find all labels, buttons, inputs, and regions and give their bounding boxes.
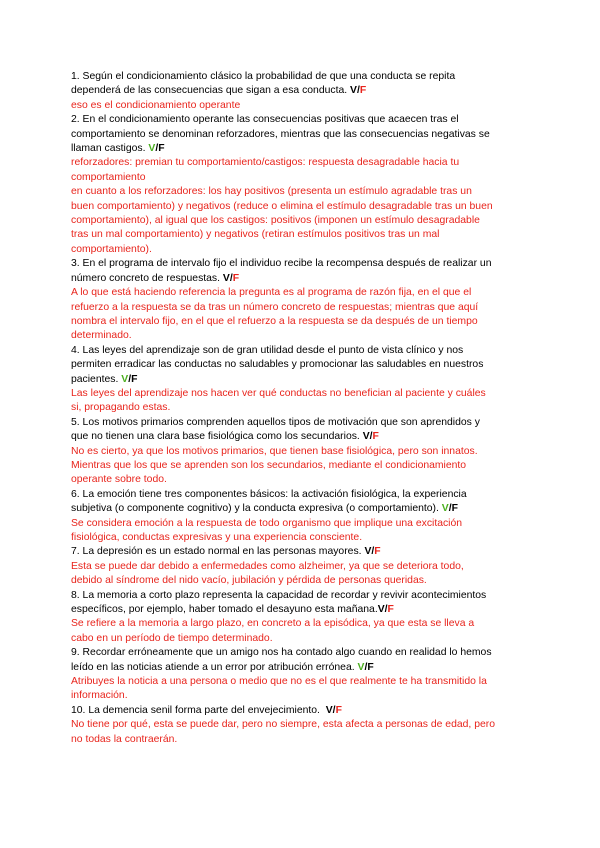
question-text-line <box>71 646 540 660</box>
question-text-line <box>71 113 540 127</box>
mark-slash: / <box>356 85 360 97</box>
answer-text-line: comportamiento), al igual que los castigos: positivos (imponen un estímulo desagradable <box>71 215 480 227</box>
answer-text-line: nombra el intervalo fijo, en el que el refuerzo a la respuesta se da después de un tiempo <box>71 315 478 327</box>
question-text: 10. La demencia senil forma parte del envejecimiento. <box>71 704 320 716</box>
false-letter: F <box>359 85 367 97</box>
question-text: leído en las noticias atiende a un error por atribución errónea. <box>71 661 355 673</box>
false-letter: F <box>158 143 165 155</box>
mark-slash: / <box>332 704 336 716</box>
mark-slash: / <box>229 272 233 284</box>
mark-slash: / <box>371 546 375 558</box>
answer-text-line: eso es el condicionamiento operante <box>71 99 241 111</box>
true-letter: V <box>362 431 370 443</box>
true-letter: V <box>441 503 449 515</box>
answer-text-line: no todas la contraerán. <box>71 733 178 745</box>
false-letter: F <box>131 373 138 385</box>
true-letter: V <box>377 604 385 616</box>
question-block <box>71 70 540 113</box>
answer-text-line: información. <box>71 690 128 702</box>
true-letter: V <box>350 85 357 97</box>
false-letter: F <box>372 431 379 443</box>
answer-text-line: A lo que está haciendo referencia la pregunta es al programa de razón fija, en el que el <box>71 287 472 299</box>
question-text: 6. La emoción tiene tres componentes básicos: la activación fisiológica, la experiencia <box>71 488 467 500</box>
question-block <box>71 344 540 416</box>
question-text-line <box>71 272 540 286</box>
question-text: 2. En el condicionamiento operante las consecuencias positivas que acaecen tras el <box>71 114 459 126</box>
question-text-line <box>71 488 540 502</box>
question-text: llaman castigos. <box>71 143 146 155</box>
question-text: dependerá de las consecuencias que sigan a esa conducta. <box>71 85 348 97</box>
answer-text-line: refuerzo a la respuesta se da tras un número concreto de respuestas; mientras que aquí <box>71 301 479 313</box>
question-text: comportamiento se denominan reforzadores, mientras que las consecuencias negativas se <box>71 128 490 140</box>
mark-slash: / <box>155 143 159 155</box>
question-text-line <box>71 257 540 271</box>
question-text-line <box>71 358 540 372</box>
true-false-mark <box>121 374 137 385</box>
false-letter: F <box>387 604 394 616</box>
question-text: que no tienen una clara base fisiológica como los secundarios. <box>71 431 360 443</box>
question-block <box>71 416 540 488</box>
answer-text-line: Se refiere a la memoria a largo plazo, en concreto a la episódica, ya que esta se lleva a <box>71 618 475 630</box>
answer-text-line: reforzadores: premian tu comportamiento/castigos: respuesta desagradable hacia tu <box>71 157 460 169</box>
question-text-line <box>71 589 540 603</box>
question-text-line <box>71 603 540 617</box>
question-text: 9. Recordar erróneamente que un amigo nos ha contado algo cuando en realidad lo hemos <box>71 647 492 659</box>
true-false-mark <box>358 662 374 673</box>
question-text: número concreto de respuestas. <box>71 272 221 284</box>
true-letter: V <box>222 272 230 284</box>
true-letter: V <box>121 373 129 385</box>
true-false-mark <box>364 546 380 557</box>
answer-text-line: si, propagando estas. <box>71 402 171 414</box>
question-text: subjetiva (o componente cognitivo) y la conducta expresiva (o comportamiento). <box>71 503 439 515</box>
answer-text-line: Las leyes del aprendizaje nos hacen ver qué conductas no benefician al paciente y cuáles <box>71 387 486 399</box>
true-false-mark <box>378 604 394 615</box>
mark-slash: / <box>369 431 373 443</box>
false-letter: F <box>335 704 342 716</box>
answer-text-line: Atribuyes la noticia a una persona o medio que no es el que realmente te ha transmitido la <box>71 676 487 688</box>
true-letter: V <box>364 546 372 558</box>
true-false-mark <box>350 85 366 96</box>
question-block <box>71 488 540 546</box>
answer-text-line: determinado. <box>71 330 132 342</box>
question-text-line <box>71 344 540 358</box>
question-block <box>71 113 540 257</box>
answer-text-line: comportamiento <box>71 171 146 183</box>
question-text: 4. Las leyes del aprendizaje son de gran utilidad desde el punto de vista clínico y nos <box>71 344 464 356</box>
question-text-line <box>71 142 540 156</box>
question-text: permiten erradicar las conductas no saludables y promocionar las saludables en nuestros <box>71 359 484 371</box>
true-false-mark <box>442 503 458 514</box>
answer-text-line: cabo en un período de tiempo determinado. <box>71 632 273 644</box>
question-text: 7. La depresión es un estado normal en las personas mayores. <box>71 546 362 558</box>
answer-text-line: fisiológica, conductas expresivas y una experiencia consciente. <box>71 532 363 543</box>
question-text: pacientes. <box>71 373 119 385</box>
mark-slash: / <box>364 661 368 673</box>
false-letter: F <box>367 661 374 673</box>
false-letter: F <box>374 546 381 558</box>
question-text-line <box>71 430 540 444</box>
true-false-mark <box>363 431 379 442</box>
mark-slash: / <box>128 373 132 385</box>
question-text-line <box>71 70 540 84</box>
question-block <box>71 704 540 747</box>
true-letter: V <box>325 704 333 716</box>
question-text: 5. Los motivos primarios comprenden aquellos tipos de motivación que son aprendidos y <box>71 416 480 428</box>
answer-text-line: en cuanto a los reforzadores: los hay positivos (presenta un estímulo agradable tras un <box>71 186 472 198</box>
question-text-line <box>71 661 540 675</box>
question-text-line <box>71 545 540 559</box>
true-false-mark <box>223 273 239 284</box>
question-text-line <box>71 502 540 516</box>
answer-text-line: Se considera emoción a la respuesta de todo organismo que implique una excitación <box>71 517 463 529</box>
true-false-mark <box>148 143 164 154</box>
answer-text-line: operante sobre todo. <box>71 474 167 486</box>
question-block <box>71 646 540 704</box>
answer-text-line: debido al síndrome del nido vacío, jubilación y pérdida de personas queridas. <box>71 575 427 587</box>
answer-text-line: Esta se puede dar debido a enfermedades como alzheimer, ya que se deteriora todo, <box>71 560 464 572</box>
question-text: específicos, por ejemplo, haber tomado el desayuno esta mañana. <box>71 604 378 616</box>
answer-text-line: tras un mal comportamiento) y negativos (retiran estímulos positivos tras un mal <box>71 229 440 241</box>
question-block <box>71 589 540 647</box>
answer-text-line: buen comportamiento) y negativos (reduce o elimina el estímulo desagradable tras un buen <box>71 200 493 212</box>
question-text-line <box>71 416 540 430</box>
question-text-line <box>71 128 540 142</box>
question-text-line <box>71 84 540 98</box>
question-text: 1. Según el condicionamiento clásico la probabilidad de que una conducta se repita <box>71 71 456 82</box>
false-letter: F <box>232 272 240 284</box>
answer-text-line: No tiene por qué, esta se puede dar, pero no siempre, esta afecta a personas de edad, pero <box>71 719 495 731</box>
answer-text-line: comportamiento). <box>71 243 152 255</box>
question-text: 8. La memoria a corto plazo representa la capacidad de recordar y revivir acontecimientos <box>71 589 487 601</box>
true-letter: V <box>357 661 365 673</box>
mark-slash: / <box>384 604 388 616</box>
question-block <box>71 545 540 588</box>
mark-slash: / <box>448 503 452 515</box>
question-block <box>71 257 540 343</box>
false-letter: F <box>451 503 458 515</box>
answer-text-line: No es cierto, ya que los motivos primarios, que tienen base fisiológica, pero son innatos. <box>71 445 478 457</box>
answer-text-line: Mientras que los que se aprenden son los secundarios, mediante el condicionamiento <box>71 459 467 471</box>
question-text-line <box>71 373 540 387</box>
question-text-line <box>71 704 540 718</box>
true-letter: V <box>148 143 156 155</box>
true-false-mark <box>326 705 342 716</box>
question-text: 3. En el programa de intervalo fijo el individuo recibe la recompensa después de realizar un <box>71 258 492 270</box>
